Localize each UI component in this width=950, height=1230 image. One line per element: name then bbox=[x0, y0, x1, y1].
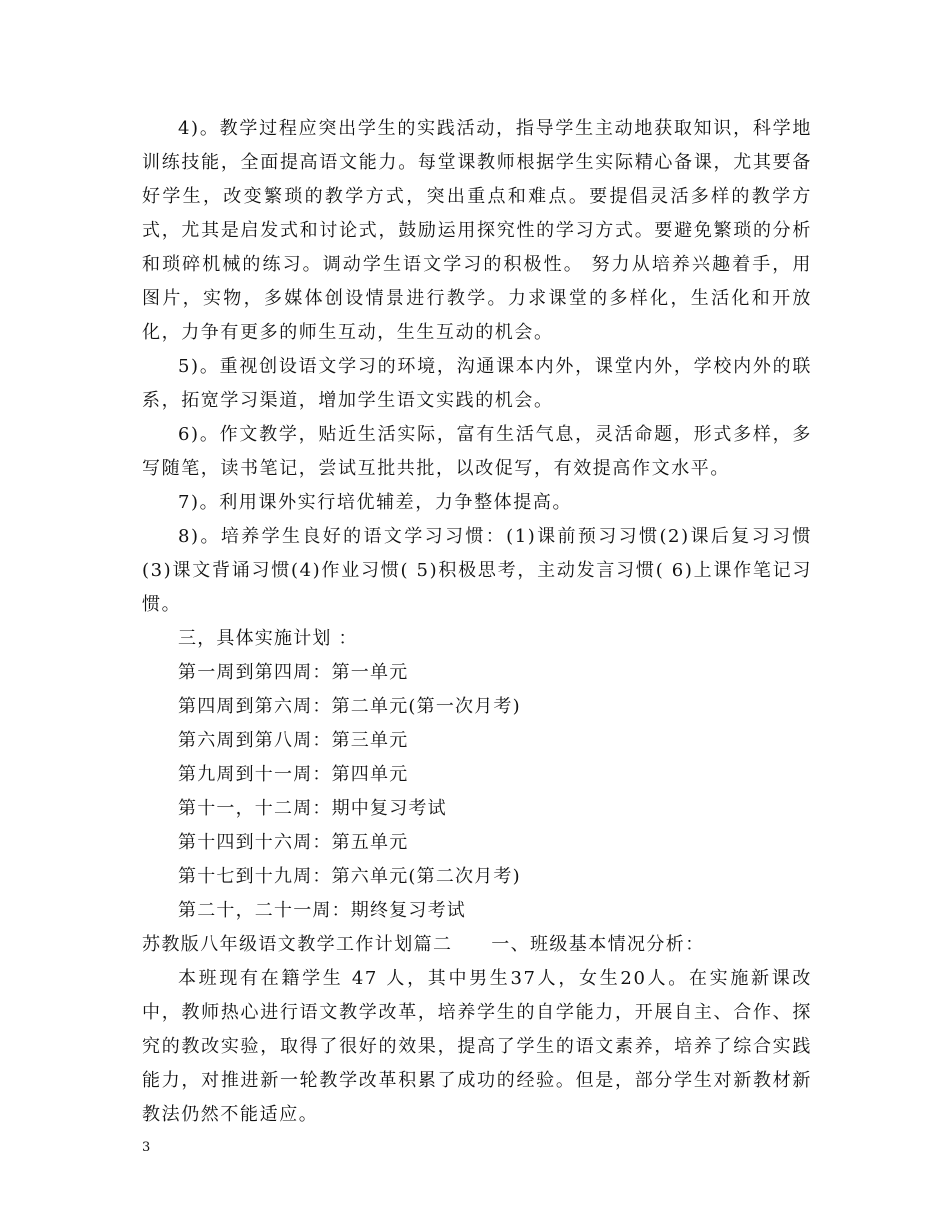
document-body bbox=[142, 112, 812, 1132]
schedule-item: 第九周到十一周：第四单元 bbox=[178, 764, 409, 785]
schedule-item: 第二十，二十一周：期终复习考试 bbox=[178, 900, 466, 921]
paragraph-item-7: 7)。利用课外实行培优辅差，力争整体提高。 bbox=[178, 492, 573, 513]
schedule-item: 第十四到十六周：第五单元 bbox=[178, 832, 409, 853]
schedule-item: 第一周到第四周：第一单元 bbox=[178, 662, 409, 683]
schedule-item: 第十七到十九周：第六单元(第二次月考) bbox=[178, 866, 521, 887]
schedule-item: 第六周到第八周：第三单元 bbox=[178, 730, 409, 751]
paragraph-item-4: 4)。教学过程应突出学生的实践活动，指导学生主动地获取知识，科学地训练技能，全面提高语文能力。每堂课教师根据学生实际精心备课，尤其要备好学生，改变繁琐的教学方式，突出重点和难点。要提倡灵活多样的教学方式，尤其是启发式和讨论式，鼓励运用探究性的学习方式。要避免繁琐的分析和琐碎机械的练习。调动学生语文学习的积极性。 努力从培养兴趣着手，用图片，实物，多媒体创设情景进行教学。力求课堂的多样化，生活化和开放化，力争有更多的师生互动，生生互动的机会。 bbox=[142, 118, 812, 343]
schedule-item: 第四周到第六周：第二单元(第一次月考) bbox=[178, 696, 521, 717]
class-situation-paragraph: 本班现有在籍学生 47 人，其中男生37人，女生20人。在实施新课改中，教师热心进行语文教学改革，培养学生的自学能力，开展自主、合作、探究的教改实验，取得了很好的效果，提高了学生的语文素养，培养了综合实践能力，对推进新一轮教学改革积累了成功的经验。但是，部分学生对新教材新教法仍然不能适应。 bbox=[142, 968, 812, 1125]
section-3-heading: 三，具体实施计划 ： bbox=[178, 628, 358, 649]
paragraph-item-8: 8)。培养学生良好的语文学习习惯：(1)课前预习习惯(2)课后复习习惯(3)课文背诵习惯(4)作业习惯( 5)积极思考，主动发言习惯( 6)上课作笔记习惯。 bbox=[142, 526, 812, 615]
paragraph-item-6: 6)。作文教学，贴近生活实际，富有生活气息，灵活命题，形式多样，多写随笔，读书笔记，尝试互批共批，以改促写，有效提高作文水平。 bbox=[142, 424, 812, 479]
schedule-item: 第十一，十二周：期中复习考试 bbox=[178, 798, 447, 819]
part-2-heading: 苏教版八年级语文教学工作计划篇二 一、班级基本情况分析： bbox=[142, 934, 705, 955]
paragraph-item-5: 5)。重视创设语文学习的环境，沟通课本内外，课堂内外，学校内外的联系，拓宽学习渠道，增加学生语文实践的机会。 bbox=[142, 356, 812, 411]
page-number: 3 bbox=[142, 1140, 151, 1155]
